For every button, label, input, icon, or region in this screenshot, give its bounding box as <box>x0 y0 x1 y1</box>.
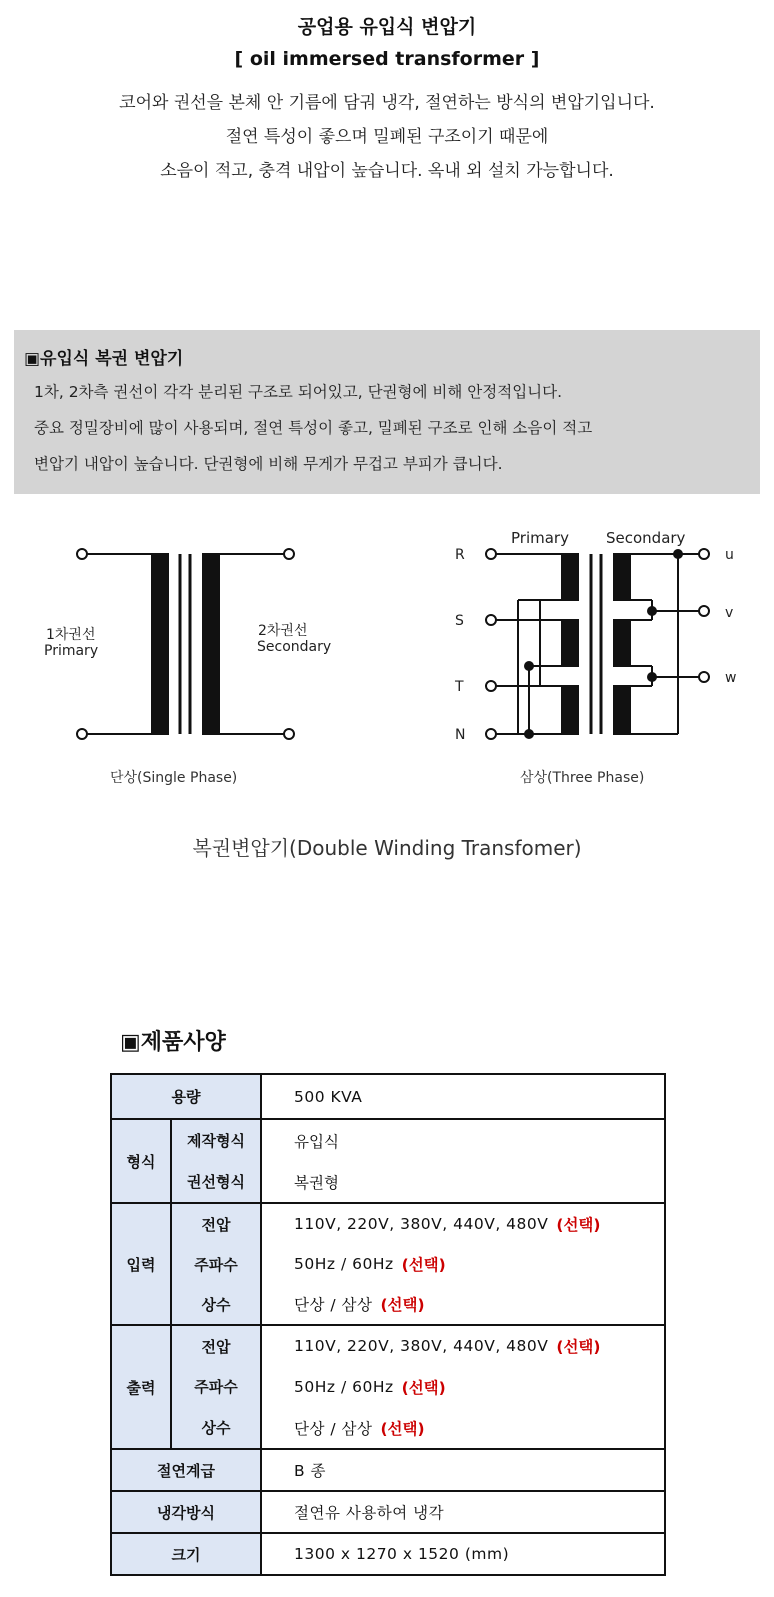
output-voltage-value: 110V, 220V, 380V, 440V, 480V <box>294 1337 549 1355</box>
input-phase-value: 단상 / 삼상 <box>294 1296 373 1314</box>
select-note: (선택) <box>401 1378 446 1397</box>
table-row <box>111 1491 665 1533</box>
three-secondary-label: Secondary <box>606 529 686 547</box>
primary-en-label: Primary <box>44 643 99 659</box>
table-row <box>111 1533 665 1575</box>
diagram-caption: 복권변압기(Double Winding Transfomer) <box>192 836 582 860</box>
form-value: 복권형 <box>294 1173 339 1192</box>
form-value: 유입식 <box>294 1132 339 1151</box>
form-sub-label: 권선형식 <box>187 1173 245 1191</box>
secondary-en-label: Secondary <box>257 639 332 655</box>
input-sub-label: 전압 <box>201 1215 231 1234</box>
input-sub-label: 주파수 <box>194 1255 238 1274</box>
section-text-line: 중요 정밀장비에 많이 사용되며, 절연 특성이 좋고, 밀폐된 구조로 인해 소음이 적고 <box>34 419 593 437</box>
select-note: (선택) <box>401 1256 446 1274</box>
table-row <box>111 1074 665 1119</box>
output-frequency-value: 50Hz / 60Hz <box>294 1377 394 1396</box>
single-phase-caption: 단상(Single Phase) <box>110 770 238 786</box>
output-terminal-w: w <box>725 670 737 686</box>
select-note: (선택) <box>556 1216 601 1234</box>
output-sub-label: 주파수 <box>194 1378 238 1396</box>
input-label: 입력 <box>111 1203 171 1325</box>
form-sub-label: 제작형식 <box>187 1132 245 1150</box>
input-terminal-r: R <box>455 547 465 563</box>
primary-kr-label: 1차권선 <box>46 627 96 643</box>
output-sub-label: 전압 <box>201 1337 231 1356</box>
capacity-label: 용량 <box>111 1074 261 1119</box>
oil-immersed-section <box>14 330 760 494</box>
page-subtitle: [ oil immersed transformer ] <box>234 48 540 70</box>
intro-line: 절연 특성이 좋으며 밀폐된 구조이기 때문에 <box>225 127 549 147</box>
table-row <box>111 1449 665 1491</box>
output-sub-label: 상수 <box>201 1419 231 1437</box>
intro-line: 소음이 적고, 충격 내압이 높습니다. 옥내 외 설치 가능합니다. <box>160 161 614 181</box>
insulation-value: B 종 <box>261 1449 665 1491</box>
output-terminal-u: u <box>725 547 734 563</box>
table-row <box>111 1119 665 1203</box>
cooling-label: 냉각방식 <box>111 1491 261 1533</box>
spec-heading: ▣제품사양 <box>120 1030 226 1055</box>
three-phase-caption: 삼상(Three Phase) <box>520 770 645 786</box>
table-row <box>111 1325 665 1449</box>
section-text-line: 1차, 2차측 권선이 각각 분리된 구조로 되어있고, 단권형에 비해 안정적입니다. <box>34 383 563 401</box>
form-label: 형식 <box>111 1119 171 1203</box>
input-terminal-s: S <box>455 613 464 629</box>
intro-line: 코어와 권선을 본체 안 기름에 담궈 냉각, 절연하는 방식의 변압기입니다. <box>119 93 655 113</box>
select-note: (선택) <box>380 1419 425 1438</box>
input-frequency-value: 50Hz / 60Hz <box>294 1255 394 1273</box>
size-value: 1300 x 1270 x 1520 (mm) <box>261 1533 665 1575</box>
section-heading: ▣유입식 복권 변압기 <box>24 349 184 369</box>
output-label: 출력 <box>111 1325 171 1449</box>
secondary-kr-label: 2차권선 <box>258 623 308 639</box>
insulation-label: 절연계급 <box>111 1449 261 1491</box>
input-terminal-n: N <box>455 727 466 743</box>
three-primary-label: Primary <box>511 529 569 547</box>
transformer-diagram <box>0 525 774 795</box>
input-sub-label: 상수 <box>201 1295 231 1314</box>
cooling-value: 절연유 사용하여 냉각 <box>261 1491 665 1533</box>
select-note: (선택) <box>556 1338 601 1356</box>
page-title: 공업용 유입식 변압기 <box>297 16 477 38</box>
input-terminal-t: T <box>455 679 464 695</box>
size-label: 크기 <box>111 1533 261 1575</box>
output-terminal-v: v <box>725 605 734 621</box>
table-row <box>111 1203 665 1325</box>
three-phase-diagram <box>486 549 709 739</box>
spec-table <box>110 1073 666 1576</box>
select-note: (선택) <box>380 1296 425 1314</box>
output-phase-value: 단상 / 삼상 <box>294 1419 373 1438</box>
input-voltage-value: 110V, 220V, 380V, 440V, 480V <box>294 1215 549 1233</box>
section-text-line: 변압기 내압이 높습니다. 단권형에 비해 무게가 무겁고 부피가 큽니다. <box>34 455 503 473</box>
capacity-value: 500 KVA <box>261 1074 665 1119</box>
